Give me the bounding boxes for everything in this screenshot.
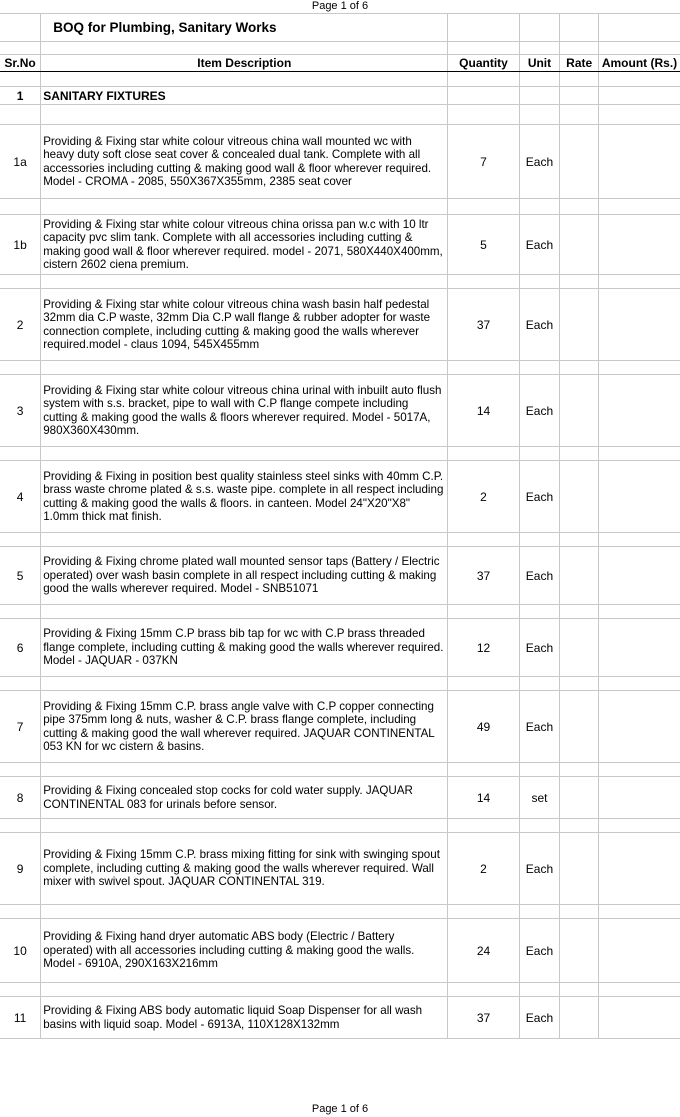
item-description: Providing & Fixing hand dryer automatic ABS body (Electric / Battery operated) with all accessories including cutting & making good the walls. Model - 6910A, 290X163X216mm — [41, 919, 448, 983]
item-description: Providing & Fixing 15mm C.P brass bib tap for wc with C.P brass threaded flange complete, including cutting & making good the walls wherever required. Model - JAQUAR - 037KN — [41, 619, 448, 677]
table-row — [0, 691, 680, 763]
item-number: 8 — [0, 777, 41, 819]
item-rate — [560, 125, 599, 199]
header-rate: Rate — [560, 55, 599, 72]
item-description: Providing & Fixing star white colour vitreous china wash basin half pedestal 32mm dia C.P waste, 32mm Dia C.P wall flange & rubber adopter for waste connection complete, including cutting & making good the walls wherever required.model - claus 1094, 545X455mm — [41, 289, 448, 361]
item-number: 1a — [0, 125, 41, 199]
item-number: 7 — [0, 691, 41, 763]
item-amount — [599, 125, 680, 199]
item-amount — [599, 833, 680, 905]
item-quantity: 37 — [448, 289, 519, 361]
table-row — [0, 215, 680, 275]
item-rate — [560, 461, 599, 533]
title-row — [0, 14, 680, 42]
table-row — [0, 619, 680, 677]
header-description: Item Description — [41, 55, 448, 72]
item-amount — [599, 547, 680, 605]
item-number: 11 — [0, 997, 41, 1039]
item-unit: Each — [519, 619, 560, 677]
item-unit: Each — [519, 833, 560, 905]
table-row — [0, 997, 680, 1039]
item-description: Providing & Fixing star white colour vitreous china wall mounted wc with heavy duty soft close seat cover & concealed dual tank. Complete with all accessories including cutting & making good wall & floor wherever required. Model - CROMA - 2085, 550X367X355mm, 2385 seat cover — [41, 125, 448, 199]
item-rate — [560, 691, 599, 763]
section-label: SANITARY FIXTURES — [41, 87, 448, 105]
item-amount — [599, 375, 680, 447]
item-unit: Each — [519, 919, 560, 983]
item-number: 2 — [0, 289, 41, 361]
item-number: 5 — [0, 547, 41, 605]
item-amount — [599, 215, 680, 275]
item-quantity: 12 — [448, 619, 519, 677]
item-quantity: 2 — [448, 461, 519, 533]
item-quantity: 14 — [448, 777, 519, 819]
item-rate — [560, 289, 599, 361]
item-description: Providing & Fixing 15mm C.P. brass angle valve with C.P copper connecting pipe 375mm long & nuts, washer & C.P. brass flange complete, including cutting & making good the wall wherever required. JAQUAR CONTINENTAL 053 KN for wc cistern & basins. — [41, 691, 448, 763]
item-description: Providing & Fixing concealed stop cocks for cold water supply. JAQUAR CONTINENTAL 083 for urinals before sensor. — [41, 777, 448, 819]
item-amount — [599, 997, 680, 1039]
item-description: Providing & Fixing in position best quality stainless steel sinks with 40mm C.P. brass waste chrome plated & s.s. waste pipe. complete in all respect including cutting & making good the walls & floors. in canteen. Model 24"X20"X8" 1.0mm thick mat finish. — [41, 461, 448, 533]
item-rate — [560, 375, 599, 447]
item-quantity: 37 — [448, 997, 519, 1039]
table-row — [0, 461, 680, 533]
item-amount — [599, 919, 680, 983]
item-unit: Each — [519, 215, 560, 275]
item-number: 9 — [0, 833, 41, 905]
item-rate — [560, 619, 599, 677]
header-srno: Sr.No — [0, 55, 41, 72]
item-rate — [560, 997, 599, 1039]
item-number: 3 — [0, 375, 41, 447]
section-row — [0, 87, 680, 105]
item-rate — [560, 919, 599, 983]
item-unit: Each — [519, 547, 560, 605]
item-unit: Each — [519, 461, 560, 533]
item-unit: Each — [519, 375, 560, 447]
item-unit: Each — [519, 997, 560, 1039]
item-rate — [560, 215, 599, 275]
item-rate — [560, 833, 599, 905]
page-number-bottom: Page 1 of 6 — [311, 1103, 369, 1115]
item-quantity: 2 — [448, 833, 519, 905]
item-unit: Each — [519, 289, 560, 361]
document-title: BOQ for Plumbing, Sanitary Works — [41, 14, 448, 42]
section-number: 1 — [0, 87, 41, 105]
item-unit: Each — [519, 691, 560, 763]
item-quantity: 49 — [448, 691, 519, 763]
item-number: 6 — [0, 619, 41, 677]
item-amount — [599, 461, 680, 533]
item-unit: Each — [519, 125, 560, 199]
item-unit: set — [519, 777, 560, 819]
item-description: Providing & Fixing chrome plated wall mounted sensor taps (Battery / Electric operated) over wash basin complete in all respect including cutting & making good the walls wherever required. Model - SNB51071 — [41, 547, 448, 605]
item-number: 4 — [0, 461, 41, 533]
table-row — [0, 375, 680, 447]
item-quantity: 14 — [448, 375, 519, 447]
table-row — [0, 125, 680, 199]
item-description: Providing & Fixing 15mm C.P. brass mixing fitting for sink with swinging spout complete, including cutting & making good the walls wherever required. Wall mixer with swivel spout. JAQUAR CONTINENTAL 319. — [41, 833, 448, 905]
item-description: Providing & Fixing ABS body automatic liquid Soap Dispenser for all wash basins with liquid soap. Model - 6913A, 110X128X132mm — [41, 997, 448, 1039]
item-quantity: 24 — [448, 919, 519, 983]
item-rate — [560, 777, 599, 819]
item-quantity: 7 — [448, 125, 519, 199]
item-description: Providing & Fixing star white colour vitreous china orissa pan w.c with 10 ltr capacity pvc slim tank. Complete with all accessories including cutting & making good wall & floor wherever required. model - 2071, 580X440X400mm, cistern 2602 ciena premium. — [41, 215, 448, 275]
item-amount — [599, 289, 680, 361]
item-number: 10 — [0, 919, 41, 983]
boq-table — [0, 13, 680, 1039]
item-quantity: 5 — [448, 215, 519, 275]
item-amount — [599, 619, 680, 677]
item-amount — [599, 777, 680, 819]
table-row — [0, 919, 680, 983]
header-quantity: Quantity — [448, 55, 519, 72]
item-quantity: 37 — [448, 547, 519, 605]
item-amount — [599, 691, 680, 763]
page-number-top: Page 1 of 6 — [311, 0, 369, 12]
table-row — [0, 289, 680, 361]
item-number: 1b — [0, 215, 41, 275]
item-description: Providing & Fixing star white colour vitreous china urinal with inbuilt auto flush system with s.s. bracket, pipe to wall with C.P flange compete including cutting & making good the walls & floors wherever required. Model - 5017A, 980X360X430mm. — [41, 375, 448, 447]
header-unit: Unit — [519, 55, 560, 72]
header-amount: Amount (Rs.) — [599, 55, 680, 72]
item-rate — [560, 547, 599, 605]
table-row — [0, 547, 680, 605]
boq-table-body — [0, 14, 680, 1039]
table-row — [0, 833, 680, 905]
header-row — [0, 55, 680, 72]
table-row — [0, 777, 680, 819]
